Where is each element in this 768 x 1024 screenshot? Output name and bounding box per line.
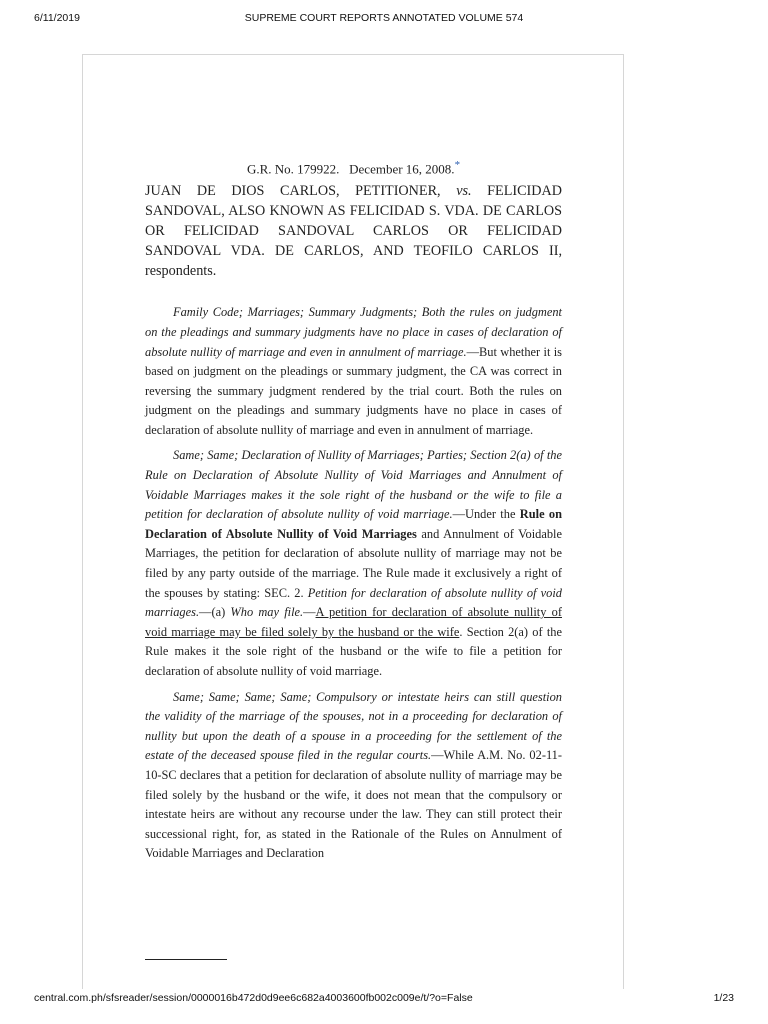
syllabus-2-body-e: . Section 2(a) of the Rule makes it the sole right of the husband or the wife to file a petition for declaration of absolute nullity of void marriage. (145, 624, 562, 679)
petitioner-name: JUAN DE DIOS CARLOS, PETITIONER, (145, 183, 441, 200)
document-content (145, 159, 562, 870)
page-counter: 1/23 (713, 992, 734, 1004)
respondents-names: FELICIDAD SANDOVAL, ALSO KNOWN AS FELICIDAD S. VDA. DE CARLOS OR FELICIDAD SANDOVAL CARLOS OR FELICIDAD SANDOVAL VDA. DE CARLOS, AND TEOFILO CARLOS II, (145, 183, 563, 260)
footnote-divider (145, 959, 227, 960)
syllabus-1-headnote: Family Code; Marriages; Summary Judgments; Both the rules on judgment on the pleadings and summary judgments have no place in cases of declaration of absolute nullity of marriage and even in annulment of marriage. (145, 305, 562, 359)
print-title: SUPREME COURT REPORTS ANNOTATED VOLUME 574 (244, 12, 524, 24)
syllabus-2-underlined-rule: A petition for declaration of absolute nullity of void marriage may be filed solely by the husband or the wife (145, 605, 562, 639)
syllabus-2-body-c: —(a) (199, 605, 231, 620)
print-date: 6/11/2019 (34, 12, 80, 24)
syllabus-2-bold-rule: Rule on Declaration of Absolute Nullity of Void Marriages (145, 507, 562, 541)
syllabus-2-body-d: — (303, 605, 316, 620)
syllabus-3-body: —While A.M. No. 02-11-10-SC declares that a petition for declaration of absolute nullity of marriage may be filed solely by the husband or the wife, it does not mean that the compulsory or intestate heirs are without any recourse under the law. They can still protect their successional right, for, as stated in the Rationale of the Rules on Annulment of Voidable Marriages and Declaration (145, 748, 563, 861)
case-number-line (145, 159, 562, 177)
gr-number: G.R. No. 179922. (246, 161, 340, 177)
syllabus-1-body: —But whether it is based on judgment on the pleadings or summary judgment, the CA was correct in reversing the summary judgment rendered by the trial court. Both the rules on judgment on the pleadings and summary judgments have no place in cases of declaration of absolute nullity of marriage and even in annulment of marriage. (145, 344, 562, 437)
footnote-marker-link[interactable]: * (454, 159, 461, 171)
document-page (82, 54, 624, 989)
versus-label: vs. (456, 183, 472, 200)
respondents-label: respondents. (145, 263, 217, 280)
syllabus-3-headnote: Same; Same; Same; Same; Compulsory or intestate heirs can still question the validity of the marriage of the spouses, not in a proceeding for declaration of nullity but upon the death of a spouse in a proceeding for the settlement of the estate of the deceased spouse filed in the regular courts. (145, 689, 562, 763)
syllabus-2-body-a: —Under the (452, 507, 520, 522)
decision-date: December 16, 2008. (349, 161, 455, 177)
syllabus-paragraph-3 (145, 688, 562, 864)
syllabus-paragraph-2 (145, 446, 562, 681)
syllabus-2-who-may-file: Who may file. (230, 605, 304, 620)
case-parties (145, 181, 562, 281)
syllabus-2-headnote: Same; Same; Declaration of Nullity of Marriages; Parties; Section 2(a) of the Rule on Declaration of Absolute Nullity of Void Marriages and Annulment of Voidable Marriages makes it the sole right of the husband or the wife to file a petition for declaration of absolute nullity of void marriage. (145, 448, 562, 522)
syllabus-2-section-title: Petition for declaration of absolute nullity of void marriages. (145, 585, 562, 620)
syllabus-paragraph-1 (145, 303, 562, 440)
syllabus-2-body-b: and Annulment of Voidable Marriages, the petition for declaration of absolute nullity of marriage may not be filed by any party outside of the marriage. The Rule made it exclusively a right of the spouses by stating: SEC. 2. (145, 526, 562, 600)
page-url: central.com.ph/sfsreader/session/0000016b472d0d9ee6c682a4003600fb002c009e/t/?o=False (34, 992, 473, 1004)
